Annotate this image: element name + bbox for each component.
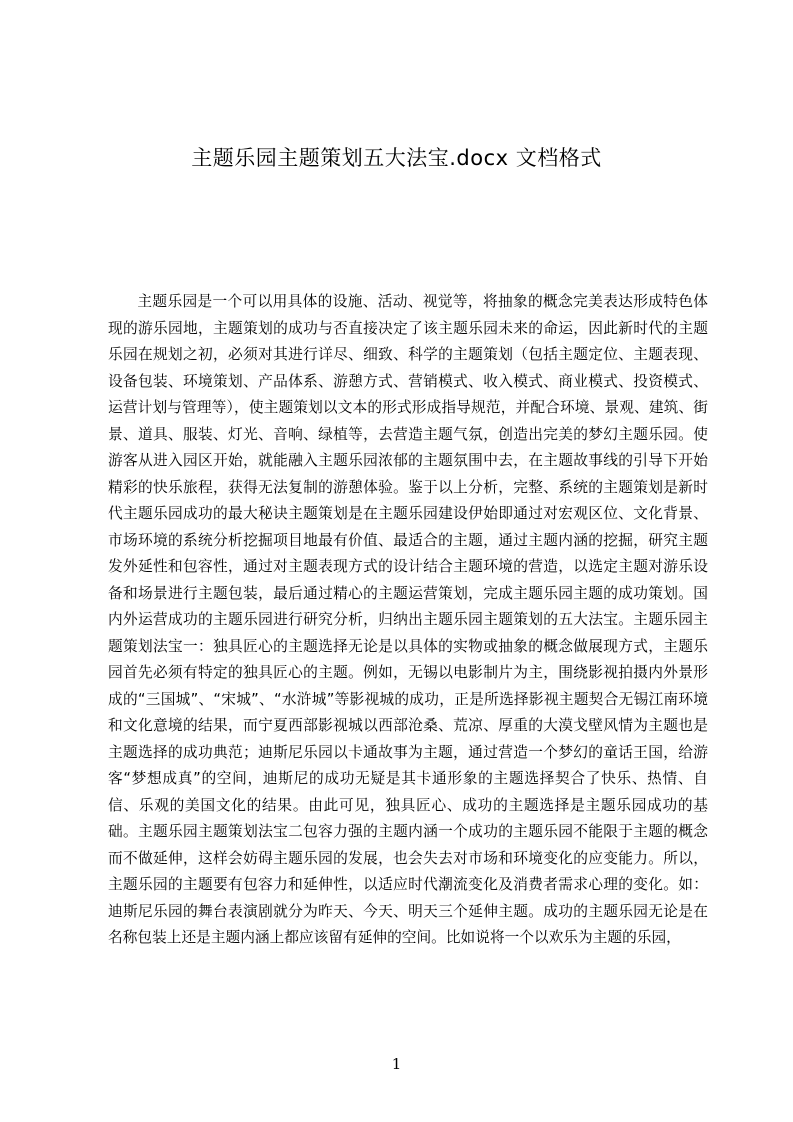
body-paragraph: 主题乐园是一个可以用具体的设施、活动、视觉等，将抽象的概念完美表达形成特色体现的游乐园地，主题策划的成功与否直接决定了该主题乐园未来的命运，因此新时代的主题乐园在规划之初，必须对其进行详尽、细致、科学的主题策划（包括主题定位、主题表现、设备包装、环境策划、产品体系、游憩方式、营销模式、收入模式、商业模式、投资模式、运营计划与管理等），使主题策划以文本的形式形成指导规范，并配合环境、景观、建筑、街景、道具、服装、灯光、音响、绿植等，去营造主题气氛，创造出完美的梦幻主题乐园。使游客从进入园区开始，就能融入主题乐园浓郁的主题氛围中去，在主题故事线的引导下开始精彩的快乐旅程，获得无法复制的游憩体验。鉴于以上分析，完整、系统的主题策划是新时代主题乐园成功的最大秘诀主题策划是在主题乐园建设伊始即通过对宏观区位、文化背景、市场环境的系统分析挖掘项目地最有价值、最适合的主题，通过主题内涵的挖掘，研究主题发外延性和包容性，通过对主题表现方式的设计结合主题环境的营造，以选定主题对游乐设备和场景进行主题包装，最后通过精心的主题运营策划，完成主题乐园主题的成功策划。国内外运营成功的主题乐园进行研究分析，归纳出主题乐园主题策划的五大法宝。主题乐园主题策划法宝一：独具匠心的主题选择无论是以具体的实物或抽象的概念做展现方式，主题乐园首先必须有特定的独具匠心的主题。例如，无锡以电影制片为主，围绕影视拍摄内外景形成的“三国城”、“宋城”、“水浒城”等影视城的成功，正是所选择影视主题契合无锡江南环境和文化意境的结果，而宁夏西部影视城以西部沧桑、荒凉、厚重的大漠戈壁风情为主题也是主题选择的成功典范；迪斯尼乐园以卡通故事为主题，通过营造一个梦幻的童话王国，给游客“梦想成真”的空间，迪斯尼的成功无疑是其卡通形象的主题选择契合了快乐、热情、自信、乐观的美国文化的结果。由此可见，独具匠心、成功的主题选择是主题乐园成功的基础。主题乐园主题策划法宝二包容力强的主题内涵一个成功的主题乐园不能限于主题的概念而不做延伸，这样会妨碍主题乐园的发展，也会失去对市场和环境变化的应变能力。所以，主题乐园的主题要有包容力和延伸性，以适应时代潮流变化及消费者需求心理的变化。如：迪斯尼乐园的舞台表演剧就分为昨天、今天、明天三个延伸主题。成功的主题乐园无论是在名称包装上还是主题内涵上都应该留有延伸的空间。比如说将一个以欢乐为主题的乐园， [108, 293, 708, 946]
document-title: 主题乐园主题策划五大法宝.docx 文档格式 [191, 146, 602, 170]
page-number: 1 [391, 1055, 402, 1073]
